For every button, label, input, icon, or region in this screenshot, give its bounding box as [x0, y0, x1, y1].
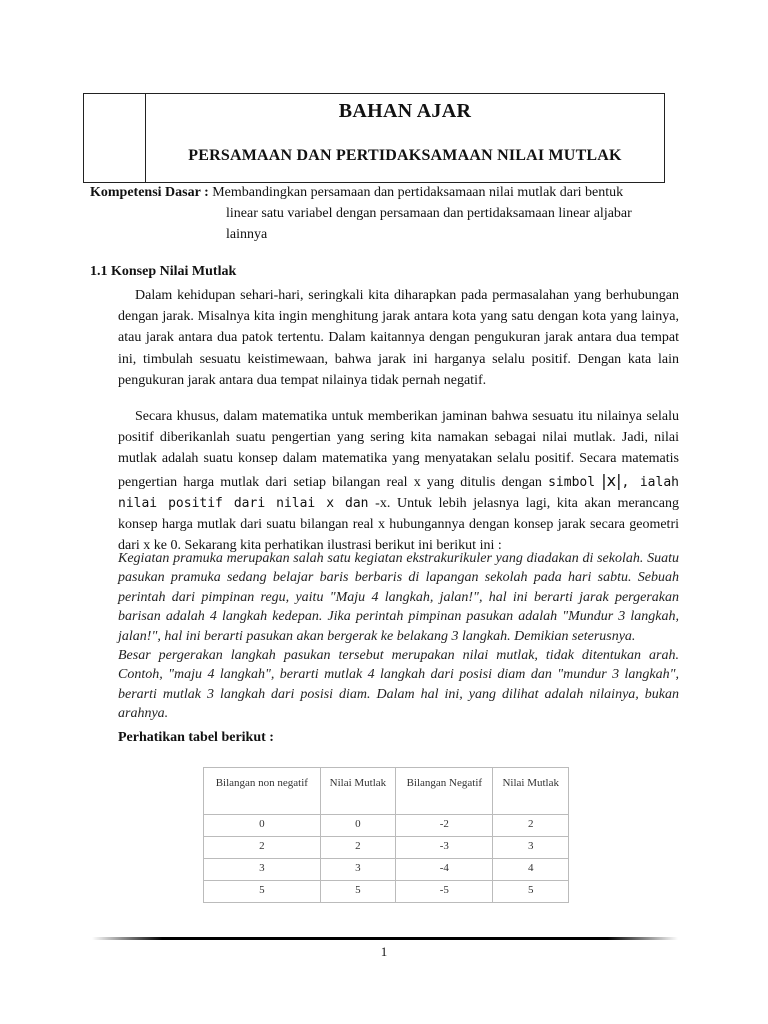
document-subtitle: PERSAMAAN DAN PERTIDAKSAMAAN NILAI MUTLAK [188, 147, 622, 164]
table-cell: 0 [204, 815, 321, 837]
paragraph-2-start: Secara khusus, dalam matematika untuk memberikan jaminan bahwa sesuatu itu nilainya selalu positif diberikanlah suatu pengertian yang sering kita namakan sebagai nilai mutlak. Jadi, nilai mutlak adalah suatu konsep dalam matematika yang menyatakan selalu positif. Secara matematis pengertian harga mutlak dari setiap bilangan real x yang ditulis dengan [118, 409, 679, 490]
symbol-word: simbol [548, 474, 596, 490]
table-label: Perhatikan tabel berikut : [118, 730, 274, 745]
title-box-right-cell [146, 94, 664, 182]
table-cell: -5 [396, 881, 493, 903]
table-cell: 3 [493, 837, 569, 859]
table-cell: 0 [320, 815, 396, 837]
paragraph-2 [118, 406, 679, 556]
table-cell: 4 [493, 859, 569, 881]
absolute-value-symbol: |x| [601, 470, 622, 490]
table-cell: 3 [204, 859, 321, 881]
table-cell: 5 [320, 881, 396, 903]
footer-divider [92, 937, 678, 940]
table-cell: 2 [320, 837, 396, 859]
illustration-paragraph-2: Besar pergerakan langkah pasukan tersebut merupakan nilai mutlak, tidak ditentukan arah. Contoh, "maju 4 langkah", berarti mutlak 4 langkah dari posisi diam dan "mundur 3 langkah", berarti mutlak 3 langkah dari posisi diam. Dalam hal ini, yang dilihat adalah nilainya, bukan arahnya. [118, 648, 679, 722]
section-heading: 1.1 Konsep Nilai Mutlak [90, 264, 237, 279]
kompetensi-label: Kompetensi Dasar : [90, 185, 209, 200]
table-row [204, 815, 569, 837]
table-header-cell: Nilai Mutlak [320, 768, 396, 815]
table-row [204, 859, 569, 881]
kompetensi-line-2: linear satu variabel dengan persamaan dan pertidaksamaan linear aljabar [226, 206, 632, 221]
illustration-paragraph-1: Kegiatan pramuka merupakan salah satu kegiatan ekstrakurikuler yang diadakan di sekolah. Suatu pasukan pramuka sedang belajar baris berbaris di lapangan sekolah pada hari sabtu. Sebuah perintah dari pimpinan regu, yaitu "Maju 4 langkah, jalan!", hal ini berarti jarak pergerakan barisan adalah 4 langkah kedepan. Jika perintah pimpinan pasukan adalah "Mundur 3 langkah, jalan!", hal ini berarti pasukan akan bergerak ke belakang 3 langkah. Demikian seterusnya. [118, 551, 679, 644]
table-header-cell: Nilai Mutlak [493, 768, 569, 815]
definition-mono-text: , ialah nilai positif dari nilai x dan [118, 474, 679, 511]
table-cell: -4 [396, 859, 493, 881]
illustration-text [118, 549, 679, 724]
kompetensi-line-3: lainnya [226, 227, 268, 242]
table-cell: -3 [396, 837, 493, 859]
table-header-cell: Bilangan Negatif [396, 768, 493, 815]
page-number: 1 [380, 944, 388, 959]
table-cell: 3 [320, 859, 396, 881]
title-box [83, 93, 665, 183]
absolute-value-table [203, 767, 569, 903]
table-cell: 5 [493, 881, 569, 903]
table-row [204, 881, 569, 903]
paragraph-1: Dalam kehidupan sehari-hari, seringkali kita diharapkan pada permasalahan yang berhubungan dengan jarak. Misalnya kita ingin menghitung jarak antara kota yang satu dengan kota yang lainya, atau jarak antara dua patok tertentu. Dalam kaitannya dengan pengukuran jarak antara dua tempat ini, timbulah sesuatu keistimewaan, bahwa jarak ini harganya selalu positif. Dengan kata lain pengukuran jarak antara dua tempat nilainya tidak pernah negatif. [118, 288, 679, 388]
kompetensi-dasar [90, 182, 680, 245]
table-cell: 2 [493, 815, 569, 837]
document-title: BAHAN AJAR [338, 100, 472, 122]
table-cell: -2 [396, 815, 493, 837]
table-cell: 5 [204, 881, 321, 903]
paragraph-2-end: -x. Untuk lebih jelasnya lagi, kita akan merancang konsep harga mutlak dari suatu bilangan real x hubungannya dengan konsep jarak secara geometri dari x ke 0. Sekarang kita perhatikan ilustrasi berikut ini berikut ini : [118, 495, 679, 554]
table-header-cell: Bilangan non negatif [204, 768, 321, 815]
table-header-row [204, 768, 569, 815]
kompetensi-line-1: Membandingkan persamaan dan pertidaksamaan nilai mutlak dari bentuk [212, 185, 624, 200]
title-box-left-cell [84, 94, 146, 182]
table-cell: 2 [204, 837, 321, 859]
table-row [204, 837, 569, 859]
